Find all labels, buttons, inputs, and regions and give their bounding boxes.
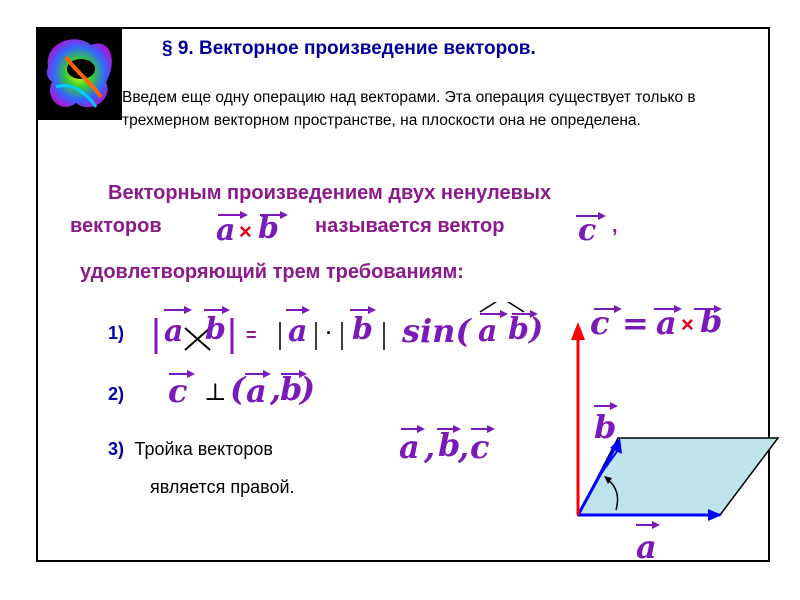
definition-line-2b: называется вектор xyxy=(315,215,505,237)
definition-line-3: удовлетворяющий трем требованиям: xyxy=(80,261,464,283)
definition-comma: , xyxy=(612,215,618,237)
parallelogram xyxy=(578,438,778,515)
r3-comma-1: , xyxy=(424,428,436,466)
r1-b-label: b xyxy=(205,312,226,347)
requirement-1-number: 1) xyxy=(108,323,125,343)
eq-equals: = xyxy=(622,304,649,342)
r1-a-abs-label: a xyxy=(288,314,308,349)
r2-a-label: a xyxy=(246,372,267,410)
r1-angle-a-label: a xyxy=(478,314,498,349)
diagram-a-label: a xyxy=(636,528,657,566)
klein-bottle-3d-icon xyxy=(36,27,122,120)
r3-comma-2: , xyxy=(458,428,470,466)
eq-b-label: b xyxy=(700,302,723,340)
eq-cross: × xyxy=(681,312,694,337)
r1-angle-b-label: b) xyxy=(508,312,544,347)
logo xyxy=(36,27,122,120)
r2-comma: , xyxy=(270,370,282,408)
page-title: § 9. Векторное произведение векторов. xyxy=(162,38,536,59)
r2-b-label: b xyxy=(280,370,303,408)
requirement-2-number: 2) xyxy=(108,384,125,404)
sin-text: sin xyxy=(402,312,456,350)
vector-c-head xyxy=(571,322,585,340)
definition-line-2a: векторов xyxy=(70,215,162,237)
definition-line-1: Векторным произведением двух ненулевых xyxy=(108,182,552,204)
r1-sin-label: sin( xyxy=(402,312,471,350)
r1-dot: · xyxy=(326,323,332,343)
eq-a-label: a xyxy=(656,304,677,342)
diagram-b-label: b xyxy=(594,408,617,446)
r3-c-label: c xyxy=(470,428,490,466)
eq-c-label: c xyxy=(590,304,610,342)
requirement-3-text-b: является правой. xyxy=(150,477,295,497)
r2-c-label: c xyxy=(168,372,188,410)
perpendicular-sign: ⊥ xyxy=(204,378,227,406)
r3-a-label: a xyxy=(399,428,420,466)
r3-b-label: b xyxy=(438,426,461,464)
r2-paren-close: ) xyxy=(300,370,316,408)
r1-b-abs-label: b xyxy=(352,312,373,347)
vector-b-label: b xyxy=(258,211,279,246)
requirement-3-line xyxy=(108,439,273,460)
vector-a-label: a xyxy=(216,213,236,248)
cross-sign: × xyxy=(239,219,252,244)
r1-a-label: a xyxy=(164,314,184,349)
vector-c-label: c xyxy=(578,213,597,248)
r2-paren-open: ( xyxy=(230,370,246,408)
intro-paragraph: Введем еще одну операцию над векторами. Эта операция существует только в трехмерном векторном пространстве, на плоскости она не определена. xyxy=(122,89,696,129)
angle-b-text: b xyxy=(508,312,529,347)
requirement-3-text-a: Тройка векторов xyxy=(134,439,273,459)
r1-equals: = xyxy=(246,325,257,345)
requirement-3-number: 3) xyxy=(108,439,125,459)
